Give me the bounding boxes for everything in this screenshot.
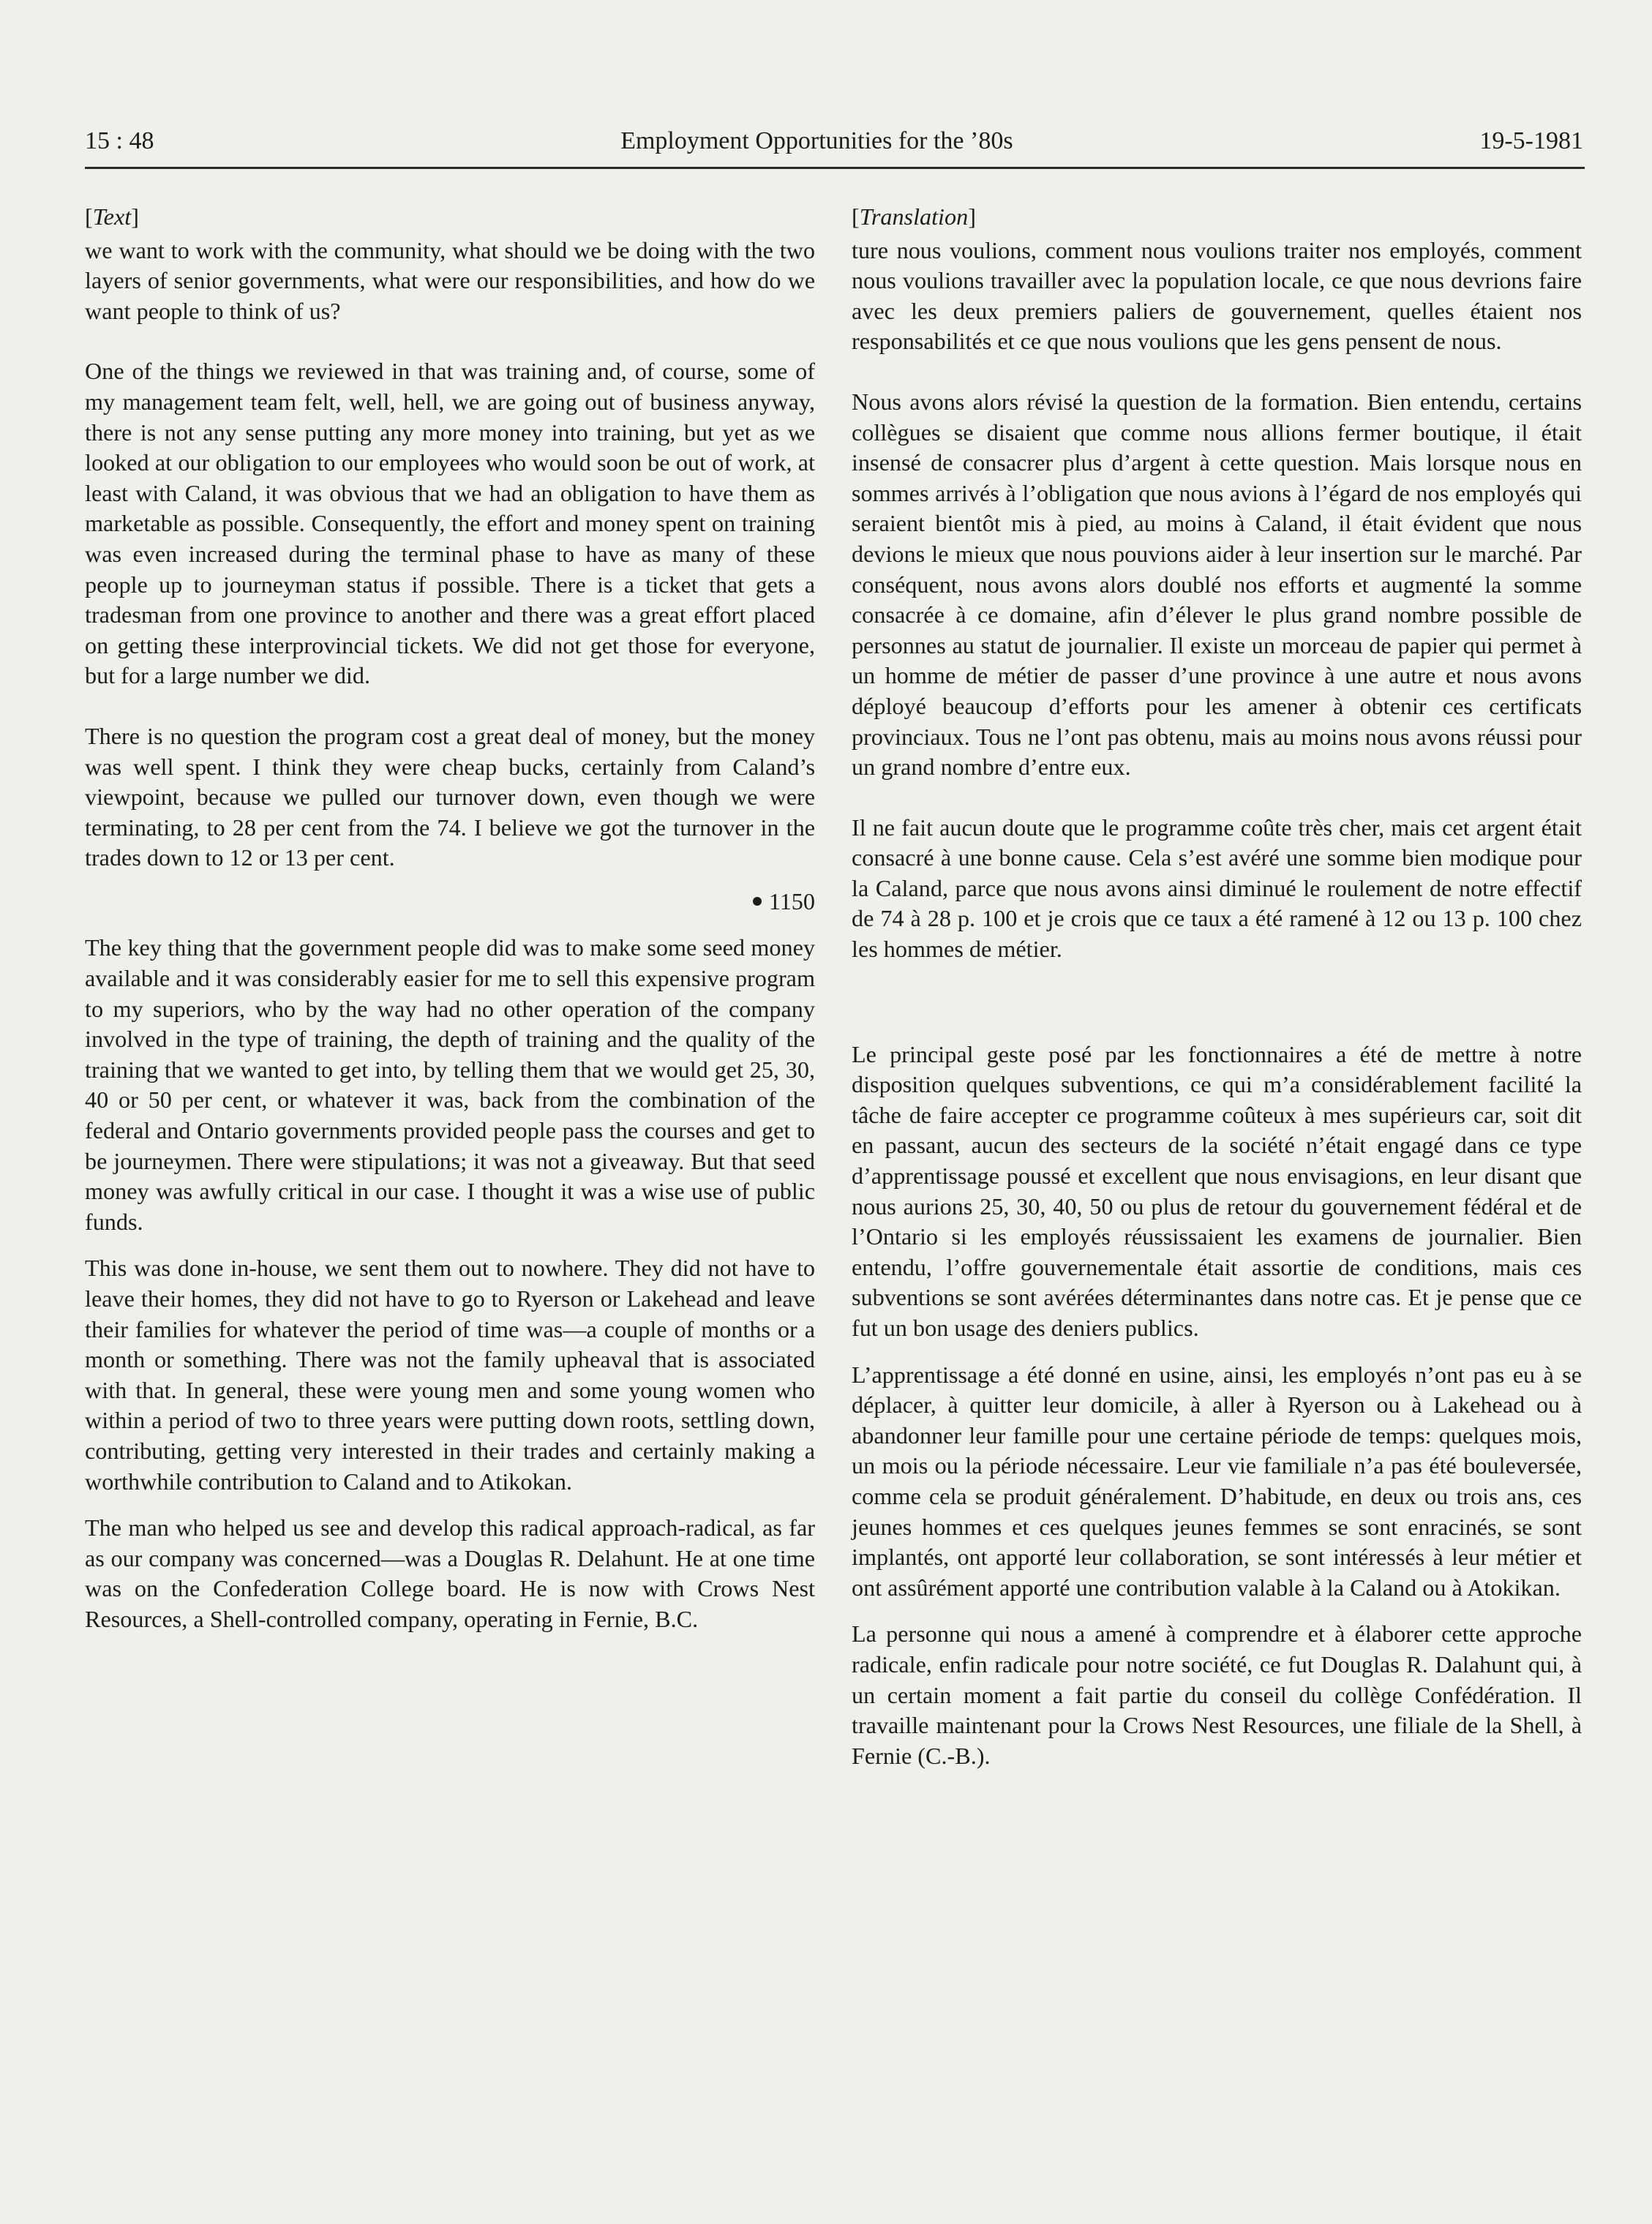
header-rule <box>85 167 1585 169</box>
bullet-icon <box>753 897 762 906</box>
english-text-column <box>85 202 815 1635</box>
paragraph: One of the things we reviewed in that was training and, of course, some of my management team felt, well, hell, we are going out of business anyway, there is not any sense putting any more money into training, but yet as we looked at our obligation to our employees who would soon be out of work, at least with Caland, it was obvious that we had an obligation to have them as marketable as possible. Consequently, the effort and money spent on training was even increased during the terminal phase to have as many of these people up to journeyman status if possible. There is a ticket that gets a tradesman from one province to another and there was a great effort placed on getting these interprovincial tickets. We did not get those for everyone, but for a large number we did. <box>85 358 815 689</box>
paragraph: ture nous voulions, comment nous voulions traiter nos employés, comment nous voulions travailler avec la population locale, ce que nous devrions faire avec les deux premiers paliers de gouvernement, quelles étaient nos responsabilités et ce que nous voulions que les gens pensent de nous. <box>852 236 1582 355</box>
page-header <box>85 127 1583 165</box>
paragraph: Le principal geste posé par les fonctionnaires a été de mettre à notre disposition quelques subventions, ce qui m’a considérablement facilité la tâche de faire accepter ce programme coûteux à mes supérieurs car, soit dit en passant, aucun des secteurs de la société n’était engagé dans ce type d’apprentissage poussé et excellent que nous envisagions, en leur disant que nous aurions 25, 30, 40, 50 ou plus de retour du gouvernement fédéral et de l’Ontario si les employés réussissaient les examens de journalier. Bien entendu, l’offre gouvernementale était assortie de conditions, mais ces subventions se sont avérées déterminantes dans notre cas. Et je pense que ce fut un bon usage des deniers publics. <box>852 1040 1582 1341</box>
french-translation-column <box>852 202 1582 1771</box>
column-label: [Translation] <box>852 203 976 230</box>
running-title: Employment Opportunities for the ’80s <box>620 127 1013 154</box>
paragraph: This was done in-house, we sent them out to nowhere. They did not have to leave their homes, they did not have to go to Ryerson or Lakehead and leave their families for whatever the period of time was—a couple of months or a month or something. There was not the family upheaval that is associated with that. In general, these were young men and some young women who within a period of two to three years were putting down roots, settling down, contributing, getting very interested in their trades and certainly making a worthwhile contribution to Caland and to Atikokan. <box>85 1255 815 1495</box>
paragraph: Il ne fait aucun doute que le programme coûte très cher, mais cet argent était consacré à une bonne cause. Cela s’est avéré une somme bien modique pour la Caland, parce que nous avons ainsi diminué le roulement de notre effectif de 74 à 28 p. 100 et je crois que ce taux a été ramené à 12 ou 13 p. 100 chez les hommes de métier. <box>852 814 1582 963</box>
paragraph: L’apprentissage a été donné en usine, ainsi, les employés n’ont pas eu à se déplacer, à quitter leur domicile, à aller à Ryerson ou à Lakehead ou à abandonner leur famille pour une certaine période de temps: quelques mois, un mois ou la période nécessaire. Leur vie familiale n’a pas été bouleversée, comme cela se produit généralement. D’habitude, en deux ou trois ans, ces jeunes hommes et ces quelques jeunes femmes se sont enracinés, se sont implantés, ont apporté leur collaboration, se sont intéressés à leur métier et ont assûrément apporté une contribution valable à la Caland ou à Atokikan. <box>852 1361 1582 1601</box>
paragraph: The key thing that the government people did was to make some seed money available and it was considerably easier for me to sell this expensive program to my superiors, who by the way had no other operation of the company involved in the type of training, the depth of training and the quality of the training that we wanted to get into, by telling them that we would get 25, 30, 40 or 50 per cent, or whatever it was, back from the combination of the federal and Ontario governments provided people pass the courses and get to be journeymen. There were stipulations; it was not a giveaway. But that seed money was awfully critical in our case. I thought it was a wise use of public funds. <box>85 934 815 1235</box>
session-date: 19-5-1981 <box>1479 127 1583 154</box>
paragraph: The man who helped us see and develop this radical approach-radical, as far as our company was concerned—was a Douglas R. Delahunt. He at one time was on the Confederation College board. He is now with Crows Nest Resources, a Shell-controlled company, operating in Fernie, B.C. <box>85 1514 815 1632</box>
column-label: [Text] <box>85 203 139 230</box>
paragraph: La personne qui nous a amené à comprendre et à élaborer cette approche radicale, enfin radicale pour notre société, ce fut Douglas R. Dalahunt qui, à un certain moment a fait partie du conseil du collège Confédération. Il travaille maintenant pour la Crows Nest Resources, une filiale de la Shell, à Fernie (C.-B.). <box>852 1620 1582 1769</box>
paragraph: we want to work with the community, what should we be doing with the two layers of senior governments, what were our responsibilities, and how do we want people to think of us? <box>85 236 815 324</box>
paragraph: Nous avons alors révisé la question de la formation. Bien entendu, certains collègues se disaient que comme nous allions fermer boutique, il était insensé de consacrer plus d’argent à cette question. Mais lorsque nous en sommes arrivés à l’obligation que nous avions à l’égard de nos employés qui seraient bientôt mis à pied, au moins à Caland, il était évident que nous devions le mieux que nous pouvions aider à leur insertion sur le marché. Par conséquent, nous avons alors doublé nos efforts et augmenté la somme consacrée à ce domaine, afin d’élever le plus grand nombre possible de personnes au statut de journalier. Il existe un morceau de papier qui permet à un homme de métier de passer d’une province à une autre et nous avons déployé beaucoup d’efforts pour les amener à obtenir ces certificats provinciaux. Tous ne l’ont pas obtenu, mais au moins nous avons réussi pour un grand nombre d’entre eux. <box>852 388 1582 781</box>
page-number: 15 : 48 <box>85 127 154 154</box>
time-marker: 1150 <box>85 887 815 917</box>
paragraph: There is no question the program cost a great deal of money, but the money was well spent. I think they were cheap bucks, certainly from Caland’s viewpoint, because we pulled our turnover down, even though we were terminating, to 28 per cent from the 74. I believe we got the turnover in the trades down to 12 or 13 per cent. <box>85 722 815 871</box>
